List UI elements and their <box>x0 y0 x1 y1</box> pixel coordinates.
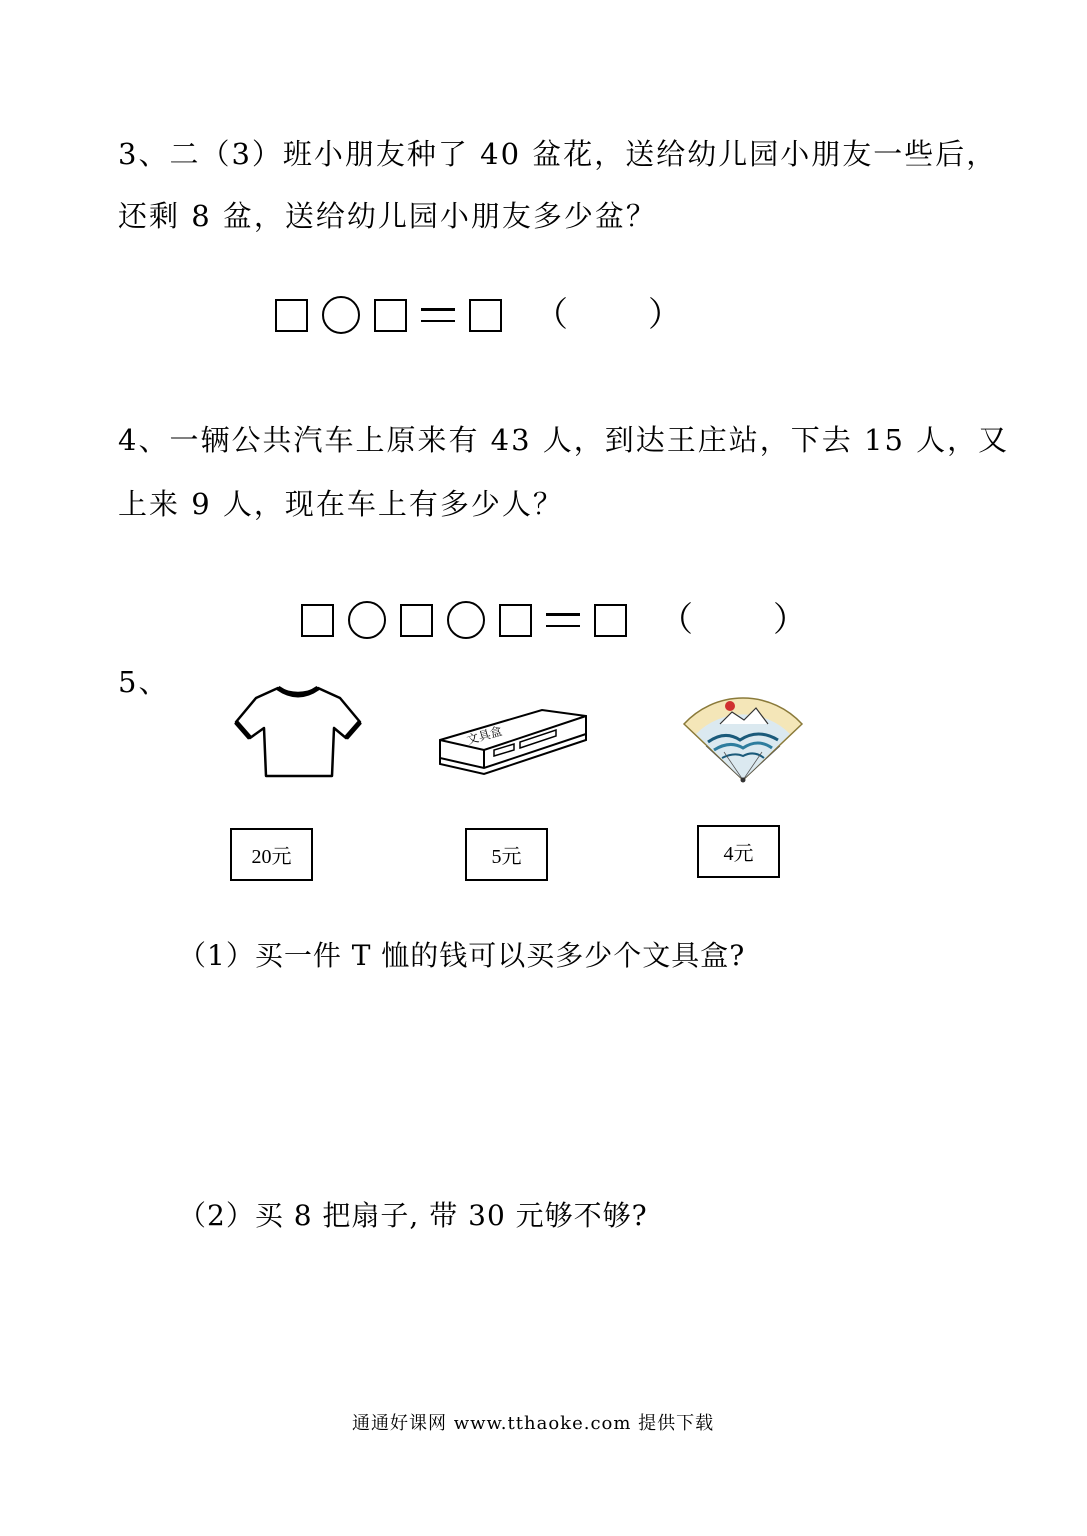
pencil-box-label: 文具盒 <box>465 723 504 748</box>
price-box-fan: 4元 <box>697 825 780 878</box>
q5-sub1: （1）买一件 T 恤的钱可以买多少个文具盒? <box>178 939 746 972</box>
tshirt-icon <box>228 680 368 782</box>
q5-number: 5、 <box>118 665 170 699</box>
price-box-pencil-box: 5元 <box>465 828 548 881</box>
answer-square[interactable] <box>374 299 407 332</box>
q4-line2: 上来 9 人，现在车上有多少人？ <box>118 487 564 521</box>
answer-square[interactable] <box>275 299 308 332</box>
footer-credit: 通通好课网 www.tthaoke.com 提供下载 <box>352 1413 715 1434</box>
price-box-tshirt: 20元 <box>230 828 313 881</box>
q3-line1: 3、二（3）班小朋友种了 40 盆花，送给幼儿园小朋友一些后， <box>118 137 998 171</box>
operator-circle[interactable] <box>322 296 360 334</box>
answer-square[interactable] <box>594 604 627 637</box>
q3-formula <box>275 296 682 334</box>
pencil-box-icon <box>436 704 590 778</box>
answer-square[interactable] <box>400 604 433 637</box>
q4-line1: 4、一辆公共汽车上原来有 43 人，到达王庄站，下去 15 人，又 <box>118 423 1010 457</box>
unit-paren-open: （ <box>659 600 693 640</box>
unit-paren-close: ） <box>648 295 682 335</box>
operator-circle[interactable] <box>348 601 386 639</box>
answer-square[interactable] <box>499 604 532 637</box>
unit-paren-close: ） <box>773 600 807 640</box>
unit-paren-open: （ <box>534 295 568 335</box>
answer-square[interactable] <box>469 299 502 332</box>
equals-sign <box>546 610 580 630</box>
equals-sign <box>421 305 455 325</box>
fan-icon <box>680 694 806 786</box>
q5-sub2: （2）买 8 把扇子, 带 30 元够不够? <box>178 1199 648 1232</box>
operator-circle[interactable] <box>447 601 485 639</box>
answer-square[interactable] <box>301 604 334 637</box>
q4-formula <box>301 601 807 639</box>
q3-line2: 还剩 8 盆，送给幼儿园小朋友多少盆？ <box>118 199 657 233</box>
